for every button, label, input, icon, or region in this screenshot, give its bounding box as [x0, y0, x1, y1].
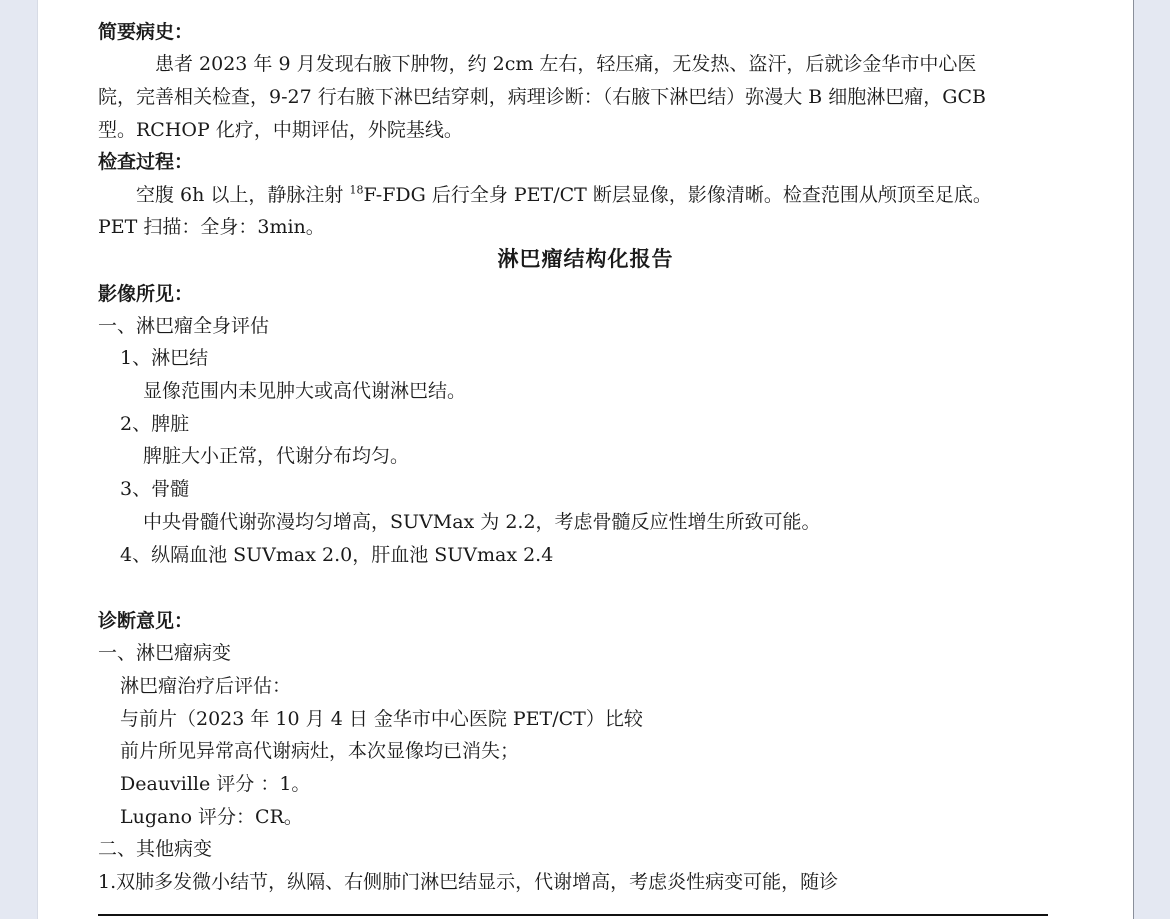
findings-item-1-title: 1、淋巴结 [120, 347, 209, 369]
findings-item-1-text: 显像范围内未见肿大或高代谢淋巴结。 [143, 380, 467, 402]
findings-section-1: 一、淋巴瘤全身评估 [98, 315, 270, 337]
procedure-line-1-pre: 空腹 6h 以上，静脉注射 [136, 184, 350, 206]
findings-item-2-title: 2、脾脏 [120, 413, 190, 435]
report-title: 淋巴瘤结构化报告 [497, 247, 674, 271]
findings-item-2-text: 脾脏大小正常，代谢分布均匀。 [143, 445, 410, 467]
findings-heading: 影像所见： [98, 283, 194, 305]
findings-item-4: 4、纵隔血池 SUVmax 2.0，肝血池 SUVmax 2.4 [120, 544, 554, 566]
diagnosis-line-1: 淋巴瘤治疗后评估： [120, 675, 292, 697]
procedure-line-2: PET 扫描：全身：3min。 [98, 216, 325, 238]
history-line-3: 型。RCHOP 化疗，中期评估，外院基线。 [98, 119, 463, 141]
diagnosis-line-5: Lugano 评分：CR。 [120, 806, 303, 828]
history-heading: 简要病史： [98, 21, 194, 43]
isotope-superscript: 18 [349, 183, 364, 197]
diagnosis-line-2: 与前片（2023 年 10 月 4 日 金华市中心医院 PET/CT）比较 [120, 708, 643, 730]
history-line-1: 患者 2023 年 9 月发现右腋下肿物，约 2cm 左右，轻压痛，无发热、盗汗，后就诊金华市中心医 [155, 53, 977, 75]
diagnosis-line-4: Deauville 评分 ：1。 [120, 773, 311, 795]
diagnosis-section-2: 二、其他病变 [98, 838, 213, 860]
findings-item-3-title: 3、骨髓 [120, 478, 190, 500]
findings-item-3-text: 中央骨髓代谢弥漫均匀增高，SUVMax 为 2.2，考虑骨髓反应性增生所致可能。 [143, 511, 821, 533]
report-page [37, 0, 1134, 919]
diagnosis-line-3: 前片所见异常高代谢病灶，本次显像均已消失； [120, 740, 520, 762]
history-line-2: 院，完善相关检查，9-27 行右腋下淋巴结穿刺，病理诊断：（右腋下淋巴结）弥漫大 B 细胞淋巴瘤，GCB [98, 86, 986, 108]
procedure-line-1-post: F-FDG 后行全身 PET/CT 断层显像，影像清晰。检查范围从颅顶至足底。 [363, 184, 992, 206]
diagnosis-line-6: 1.双肺多发微小结节，纵隔、右侧肺门淋巴结显示，代谢增高，考虑炎性病变可能，随诊 [98, 871, 839, 893]
section-divider [98, 914, 1048, 916]
diagnosis-heading: 诊断意见： [98, 610, 194, 632]
diagnosis-section-1: 一、淋巴瘤病变 [98, 642, 232, 664]
procedure-heading: 检查过程： [98, 151, 194, 173]
procedure-line-1 [136, 183, 992, 207]
